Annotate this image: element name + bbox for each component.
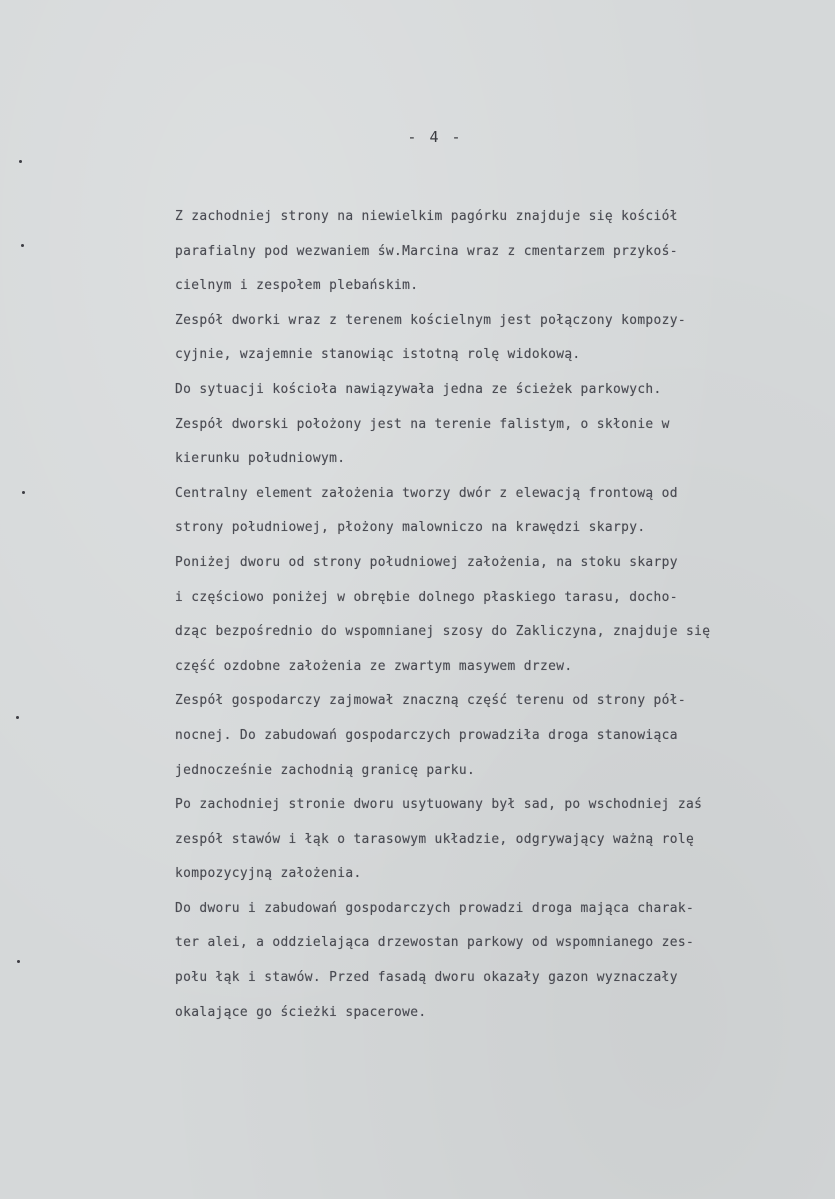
text-line: i częściowo poniżej w obrębie dolnego płaskiego tarasu, docho- — [175, 589, 678, 605]
text-line: połu łąk i stawów. Przed fasadą dworu okazały gazon wyznaczały — [175, 970, 678, 986]
body-text — [175, 200, 835, 1030]
text-line: Zespół dworki wraz z terenem kościelnym jest połączony kompozy- — [175, 312, 686, 328]
text-line: nocnej. Do zabudowań gospodarczych prowadziła droga stanowiąca — [175, 727, 678, 743]
text-line: Zespół dworski położony jest na terenie falistym, o skłonie w — [175, 416, 670, 432]
text-line: okalające go ścieżki spacerowe. — [175, 1004, 427, 1020]
text-line: cyjnie, wzajemnie stanowiąc istotną rolę widokową. — [175, 347, 581, 363]
margin-mark — [19, 160, 22, 163]
margin-mark — [22, 491, 25, 494]
text-line: strony południowej, płożony malowniczo na krawędzi skarpy. — [175, 520, 646, 536]
margin-mark — [16, 716, 19, 719]
text-line: parafialny pod wezwaniem św.Marcina wraz z cmentarzem przykoś- — [175, 243, 678, 259]
text-line: kompozycyjną założenia. — [175, 866, 362, 882]
text-line: jednocześnie zachodnią granicę parku. — [175, 762, 476, 778]
page-number: - 4 - — [407, 128, 463, 146]
text-line: ter alei, a oddzielająca drzewostan parkowy od wspomnianego zes- — [175, 935, 695, 951]
text-line: Zespół gospodarczy zajmował znaczną część terenu od strony pół- — [175, 693, 686, 709]
text-line: dząc bezpośrednio do wspomnianej szosy do Zakliczyna, znajduje się — [175, 624, 711, 640]
text-line: Z zachodniej strony na niewielkim pagórku znajduje się kościół — [175, 209, 678, 224]
text-line: Poniżej dworu od strony południowej założenia, na stoku skarpy — [175, 554, 678, 570]
text-line: Do sytuacji kościoła nawiązywała jedna ze ścieżek parkowych. — [175, 381, 662, 397]
text-line: część ozdobne założenia ze zwartym masywem drzew. — [175, 658, 573, 674]
text-line: Centralny element założenia tworzy dwór z elewacją frontową od — [175, 485, 678, 501]
text-line: zespół stawów i łąk o tarasowym układzie, odgrywający ważną rolę — [175, 831, 695, 847]
margin-mark — [17, 960, 20, 963]
text-line: Do dworu i zabudowań gospodarczych prowadzi droga mająca charak- — [175, 900, 695, 916]
text-line: kierunku południowym. — [175, 451, 346, 467]
text-line: Po zachodniej stronie dworu usytuowany był sad, po wschodniej zaś — [175, 797, 703, 813]
text-line: cielnym i zespołem plebańskim. — [175, 278, 419, 294]
margin-mark — [21, 244, 24, 247]
